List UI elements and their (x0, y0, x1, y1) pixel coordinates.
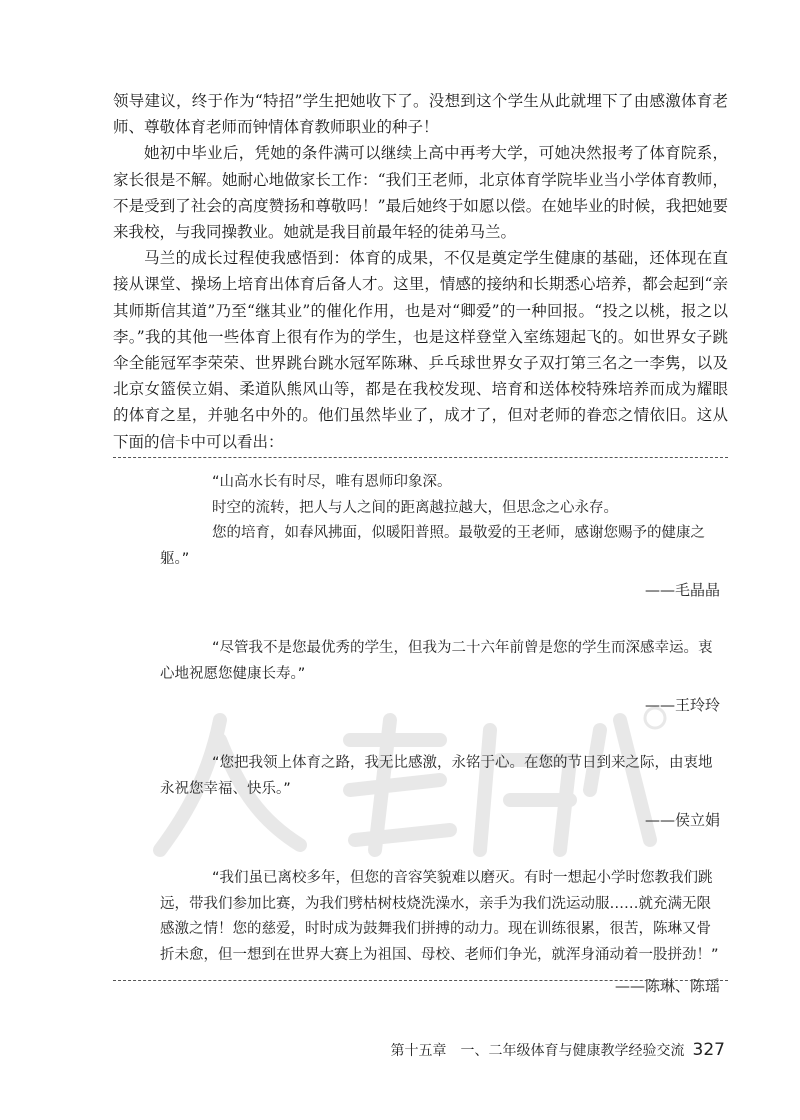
letter-card (160, 470, 720, 602)
letter-line: 时空的流转，把人与人之间的距离越拉越大，但思念之心永存。 (212, 499, 618, 516)
letter-line: 您的培育，如春风拂面，似暖阳普照。最敬爱的王老师，感谢您赐予的健康之躯。” (160, 525, 705, 567)
body-text (113, 88, 728, 455)
letter-card (160, 866, 720, 998)
paragraph: 马兰的成长过程使我感悟到：体育的成果，不仅是奠定学生健康的基础，还体现在直接从课堂、操场上培育出体育后备人才。这里，情感的接纳和长期悉心培养，都会起到“亲其师斯信其道”乃至“继其业”的催化作用，也是对“卿爱”的一种回报。“投之以桃，报之以李。”我的其他一些体育上很有作为的学生，也是这样登堂入室练翅起飞的。如世界女子跳伞全能冠军李荣荣、世界跳台跳水冠军陈琳、乒乓球世界女子双打第三名之一李隽，以及北京女篮侯立娟、柔道队熊风山等，都是在我校发现、培育和送体校特殊培养而成为耀眼的体育之星，并驰名中外的。他们虽然毕业了，成才了，但对老师的眷恋之情依旧。这从下面的信卡中可以看出： (113, 249, 728, 451)
letter-cards (160, 470, 720, 998)
chapter-title: 第十五章 一、二年级体育与健康教学经验交流 (390, 1043, 685, 1059)
paragraph: 她初中毕业后，凭她的条件满可以继续上高中再考大学，可她决然报考了体育院系，家长很是不解。她耐心地做家长工作：“我们王老师，北京体育学院毕业当小学体育教师，不是受到了社会的高度赞扬和尊敬吗！”最后她终于如愿以偿。在她毕业的时候，我把她要来我校，与我同操教业。她就是我目前最年轻的徒弟马兰。 (113, 144, 728, 242)
paragraph: 领导建议，终于作为“特招”学生把她收下了。没想到这个学生从此就埋下了由感激体育老师、尊敬体育老师而钟情体育教师职业的种子！ (113, 92, 728, 137)
letter-line: “尽管我不是您最优秀的学生，但我为二十六年前曾是您的学生而深感幸运。衷心地祝愿您健康长寿。” (160, 640, 713, 682)
top-dashed-divider (113, 457, 728, 458)
page-number: 327 (692, 1040, 725, 1060)
letter-signature: ——侯立娟 (644, 811, 720, 829)
letter-signature: ——毛晶晶 (644, 581, 720, 599)
letter-card (160, 636, 720, 717)
bottom-dashed-divider (113, 980, 728, 981)
letter-card (160, 751, 720, 832)
letter-signature: ——王玲玲 (644, 696, 720, 714)
page-footer (380, 1040, 725, 1060)
letter-line: “山高水长有时尽，唯有恩师印象深。 (212, 474, 452, 490)
letter-line: “您把我领上体育之路，我无比感激，永铭于心。在您的节日到来之际，由衷地永祝您幸福、快乐。” (160, 755, 713, 797)
letter-signature: ——陈琳、陈瑶 (614, 977, 720, 995)
letter-line: “我们虽已离校多年，但您的音容笑貌难以磨灭。有时一想起小学时您教我们跳远，带我们参加比赛，为我们劈枯树枝烧洗澡水，亲手为我们洗运动服……就充满无限感激之情！您的慈爱，时时成为鼓舞我们拼搏的动力。现在训练很累，很苦，陈琳又骨折未愈，但一想到在世界大赛上为祖国、母校、老师们争光，就浑身涌动着一股拼劲！” (160, 870, 719, 963)
